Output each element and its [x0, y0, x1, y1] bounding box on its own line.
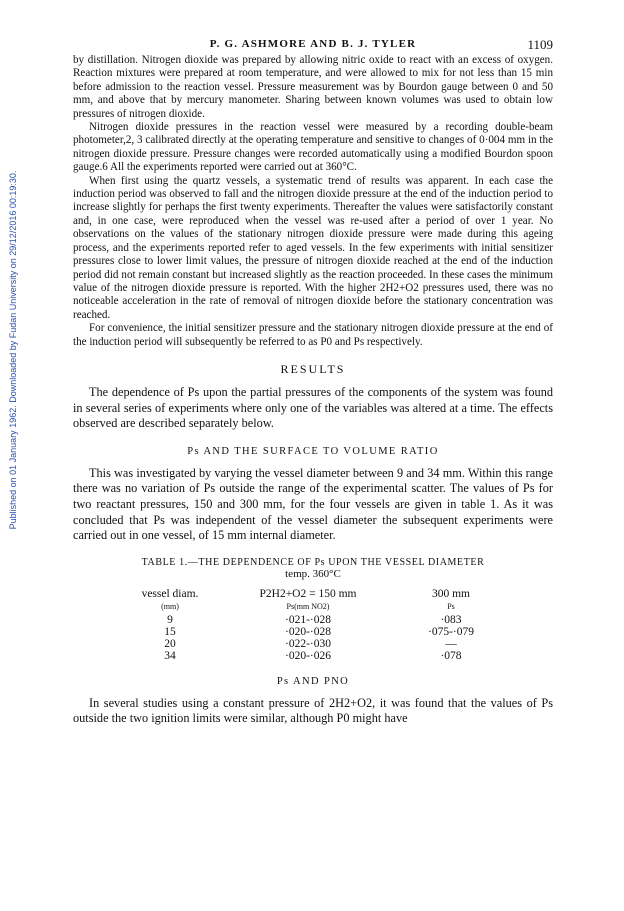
- paragraph: For convenience, the initial sensitizer pressure and the stationary nitrogen dioxide pressure at the end of the induction period will subsequently be referred to as P0 and Ps respectively.: [73, 322, 553, 348]
- unit-cell: Ps: [447, 601, 455, 611]
- header-cell: P2H2+O2 = 150 mm: [259, 587, 357, 600]
- table-cell: ·075-·079: [428, 625, 474, 638]
- table-cell: ·021-·028: [285, 613, 331, 626]
- table-cell: ·022-·030: [285, 637, 331, 650]
- table-cell: ·020-·028: [285, 625, 331, 638]
- table-cell: 9: [167, 613, 173, 626]
- header-cell: 300 mm: [431, 587, 470, 600]
- header-cell: vessel diam.: [141, 587, 199, 600]
- table-cell: 34: [164, 649, 176, 662]
- subsection-heading: Ps AND THE SURFACE TO VOLUME RATIO: [187, 445, 439, 457]
- table-cell: ·020-·026: [285, 649, 331, 662]
- table-row: [121, 650, 505, 662]
- paragraph: When first using the quartz vessels, a systematic trend of results was apparent. In each case the induction period was observed to fall and the nitrogen dioxide pressure at the end of the induction period to increase slightly for perhaps the first twenty experiments. Thereafter the values were satisfactorily constant and, in one case, were reproduced when the vessel was re-used after a period of over 1 year. No observations on the values of the stationary nitrogen dioxide pressure were made during this ageing process, and the experiments reported refer to aged vessels. In the few experiments with initial sensitizer pressures close to lower limit values, the pressure of nitrogen dioxide reached at the end of the induction period did not remain constant but increased slightly as the reaction proceeded. In these cases the minimum value of the nitrogen dioxide pressure is reported. With the higher 2H2+O2 pressures used, there was no noticeable acceleration in the rate of removal of nitrogen dioxide before the stationary concentration was reached.: [73, 174, 553, 321]
- table-cell: 15: [164, 625, 176, 638]
- download-note: Published on 01 January 1962. Downloaded by Fudan University on 29/12/2016 00:19:30.: [8, 170, 18, 530]
- data-table: [121, 588, 505, 662]
- running-authors: P. G. ASHMORE AND B. J. TYLER: [209, 38, 417, 50]
- table-cell: 20: [164, 637, 176, 650]
- table-caption: TABLE 1.—THE DEPENDENCE OF Ps UPON THE VESSEL DIAMETER: [141, 556, 485, 568]
- table-row: [121, 614, 505, 626]
- paragraph: Nitrogen dioxide pressures in the reaction vessel were measured by a recording double-beam photometer,2, 3 calibrated directly at the operating temperature and sensitive to changes of 0·004 mm in the nitrogen dioxide pressure. Pressure changes were recorded automatically using a modified Bourdon spoon gauge.6 All the experiments reported were carried out at 360°C.: [73, 121, 553, 174]
- results-section: [73, 385, 553, 727]
- table-row: [121, 638, 505, 650]
- journal-page: [73, 38, 553, 727]
- methods-section: [73, 54, 553, 349]
- unit-cell: Ps(mm NO2): [286, 601, 330, 611]
- table-cell: ·078: [440, 649, 462, 662]
- table-temperature: temp. 360°C: [285, 567, 341, 580]
- paragraph: This was investigated by varying the vessel diameter between 9 and 34 mm. Within this range there was no variation of Ps outside the range of the experimental scatter. The values of Ps for two reactant pressures, 150 and 300 mm, for the four vessels are given in table 1. As it was concluded that Ps was independent of the vessel diameter the subsequent experiments were carried out in one vessel, of 15 mm internal diameter.: [73, 465, 553, 543]
- table-row: [121, 626, 505, 638]
- paragraph: by distillation. Nitrogen dioxide was prepared by allowing nitric oxide to react with an excess of oxygen. Reaction mixtures were prepared at room temperature, and were allowed to mix for not less than 15 min before admission to the reaction vessel. Pressure measurement was by Bourdon gauge between 0 and 50 mm, and above that by mercury manometer. Sharing between known volumes was used to obtain low pressures of nitrogen dioxide.: [73, 54, 553, 120]
- table-cell: —: [445, 637, 457, 650]
- page-number: 1109: [527, 37, 553, 52]
- results-heading: RESULTS: [280, 361, 346, 376]
- running-header: [73, 38, 553, 54]
- table-header-row: [121, 588, 505, 600]
- unit-cell: (mm): [161, 601, 179, 611]
- paragraph: In several studies using a constant pressure of 2H2+O2, it was found that the values of Ps outside the two ignition limits were similar, although P0 might have: [73, 695, 553, 726]
- table-units-row: [121, 600, 505, 614]
- download-watermark: [6, 150, 20, 550]
- table-cell: ·083: [440, 613, 462, 626]
- subsection-heading: Ps AND PNO: [276, 675, 350, 687]
- paragraph: The dependence of Ps upon the partial pressures of the components of the system was found in several series of experiments where only one of the variables was altered at a time. The effects observed are described separately below.: [73, 384, 553, 431]
